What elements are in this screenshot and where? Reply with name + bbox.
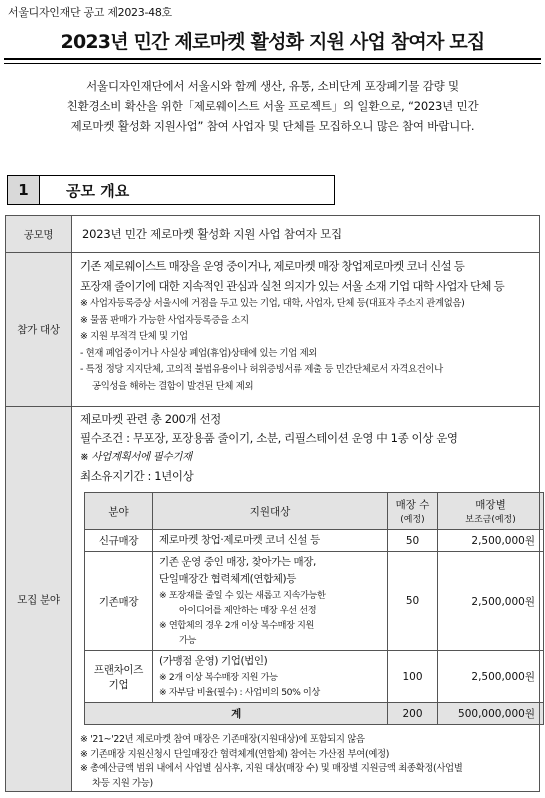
header-field: 분야	[85, 493, 153, 530]
field-name: 기존매장	[98, 595, 139, 608]
support-table-header	[85, 493, 544, 530]
intro-line: 친환경소비 확산을 위한「제로웨이스트 서울 프로젝트」의 일환으로, “2023년 민간	[66, 99, 479, 113]
title-divider-thin	[4, 63, 541, 64]
target-main: 단일매장간 협력체계(연합체)등	[159, 573, 296, 585]
header-count-sub: (예정)	[400, 515, 425, 525]
fields-line: 필수조건 : 무포장, 포장용품 줄이기, 소분, 리필스테이션 운영 中 1종 이상 운영	[80, 431, 458, 445]
footnote: ※ 총예산금액 범위 내에서 사업별 심사후, 지원 대상(매장 수) 및 매장별 지원금액 최종확정(사업별	[80, 763, 463, 774]
header-amount-sub: 보조금(예정)	[465, 515, 516, 525]
overview-table	[5, 215, 540, 792]
participants-note: ※ 사업자등록증상 서울시에 거점을 두고 있는 기업, 대학, 사업자, 단체 등(대표자 주소지 관계없음)	[80, 298, 465, 309]
field-cell	[85, 530, 153, 552]
footnote: ※ '21~'22년 제로마켓 참여 매장은 기존매장(지원대상)에 포함되지 않음	[80, 734, 365, 745]
total-count: 200	[388, 703, 438, 725]
page-title: 2023년 민간 제로마켓 활성화 지원 사업 참여자 모집	[60, 31, 485, 53]
footnotes	[80, 733, 533, 791]
fields-cell	[72, 407, 540, 792]
row-fields	[6, 407, 540, 792]
row-label: 모집 분야	[6, 407, 72, 792]
table-row	[85, 651, 544, 703]
row-contest-name	[6, 216, 540, 253]
target-cell	[153, 651, 388, 703]
participants-cell	[72, 253, 540, 407]
fields-line: 제로마켓 관련 총 200개 선정	[80, 412, 221, 426]
target-main: 제로마켓 창업·제로마켓 코너 신설 등	[159, 534, 320, 546]
header-count-label: 매장 수	[395, 499, 430, 511]
field-name: 프랜차이즈	[93, 663, 144, 676]
field-cell	[85, 651, 153, 703]
target-note: ※ 자부담 비율(필수) : 사업비의 50% 이상	[159, 687, 320, 698]
table-row	[85, 530, 544, 552]
field-cell	[85, 552, 153, 651]
fields-period: 최소유지기간 : 1년이상	[80, 469, 194, 483]
target-note: ※ 포장재를 줄일 수 있는 새롭고 지속가능한	[159, 590, 326, 601]
target-note: ※ 2개 이상 복수매장 지원 가능	[159, 672, 278, 683]
total-label: 계	[85, 703, 388, 725]
target-main: (가맹점 운영) 기업(법인)	[159, 655, 268, 667]
total-row	[85, 703, 544, 725]
row-label: 공모명	[6, 216, 72, 253]
amount-cell: 2,500,000원	[438, 552, 544, 651]
participants-note: ※ 물품 판매가 가능한 사업자등록증을 소지	[80, 314, 249, 326]
fields-italic-note: ※ 사업계획서에 필수기재	[80, 451, 192, 463]
row-label: 참가 대상	[6, 253, 72, 407]
total-amount: 500,000,000원	[438, 703, 544, 725]
section-number: 1	[7, 175, 39, 205]
intro-line: 서울디자인재단에서 서울시와 함께 생산, 유통, 소비단계 포장폐기물 감량 및	[86, 79, 459, 93]
amount-cell: 2,500,000원	[438, 530, 544, 552]
target-cell	[153, 530, 388, 552]
header-amount	[438, 493, 544, 530]
target-note: 가능	[179, 635, 196, 646]
section-title: 공모 개요	[39, 175, 335, 205]
participants-lead: 기존 제로웨이스트 매장을 운영 중이거나, 제로마켓 매장 창업제로마켓 코너 신설 등	[80, 259, 465, 273]
header-amount-label: 매장별	[475, 499, 506, 511]
participants-sub-note: - 현재 폐업중이거나 사실상 폐업(휴업)상태에 있는 기업 제외	[80, 347, 318, 359]
count-cell: 50	[388, 530, 438, 552]
row-participants	[6, 253, 540, 407]
count-cell: 50	[388, 552, 438, 651]
notice-number: 서울디자인재단 공고 제2023-48호	[8, 6, 172, 19]
target-note: 아이디어를 제안하는 매장 우선 선정	[179, 605, 317, 616]
target-note: ※ 연합체의 경우 2개 이상 복수매장 지원	[159, 620, 314, 631]
amount-cell: 2,500,000원	[438, 651, 544, 703]
contest-name-value: 2023년 민간 제로마켓 활성화 지원 사업 참여자 모집	[72, 216, 540, 253]
intro-paragraph	[14, 76, 531, 136]
table-row	[85, 552, 544, 651]
support-table	[84, 492, 544, 725]
participants-lead: 포장재 줄이기에 대한 지속적인 관심과 실천 의지가 있는 서울 소재 기업 대학 사업자 단체 등	[80, 278, 504, 293]
section-heading	[7, 175, 335, 205]
participants-sub-note: - 특정 정당 지지단체, 고의적 불법유용이나 허위증빙서류 제출 등 민간단체로서 자격요건이나	[80, 364, 443, 375]
title-divider-thick	[4, 58, 541, 60]
footnote: 차등 지원 가능)	[92, 777, 153, 789]
participants-sub-note: 공익성을 해하는 결함이 발견된 단체 제외	[92, 380, 254, 392]
field-name: 신규매장	[98, 535, 139, 547]
footnote: ※ 기존매장 지원신청시 단일매장간 협력체계(연합체) 참여는 가산점 부여(예정)	[80, 748, 390, 760]
target-main: 기존 운영 중인 매장, 찾아가는 매장,	[159, 556, 316, 568]
header-count	[388, 493, 438, 530]
participants-note: ※ 지원 부적격 단체 및 기업	[80, 331, 188, 342]
field-name: 기업	[108, 678, 129, 691]
count-cell: 100	[388, 651, 438, 703]
target-cell	[153, 552, 388, 651]
header-target: 지원대상	[153, 493, 388, 530]
intro-line: 제로마켓 활성화 지원사업” 참여 사업자 및 단체를 모집하오니 많은 참여 바랍니다.	[70, 119, 475, 133]
